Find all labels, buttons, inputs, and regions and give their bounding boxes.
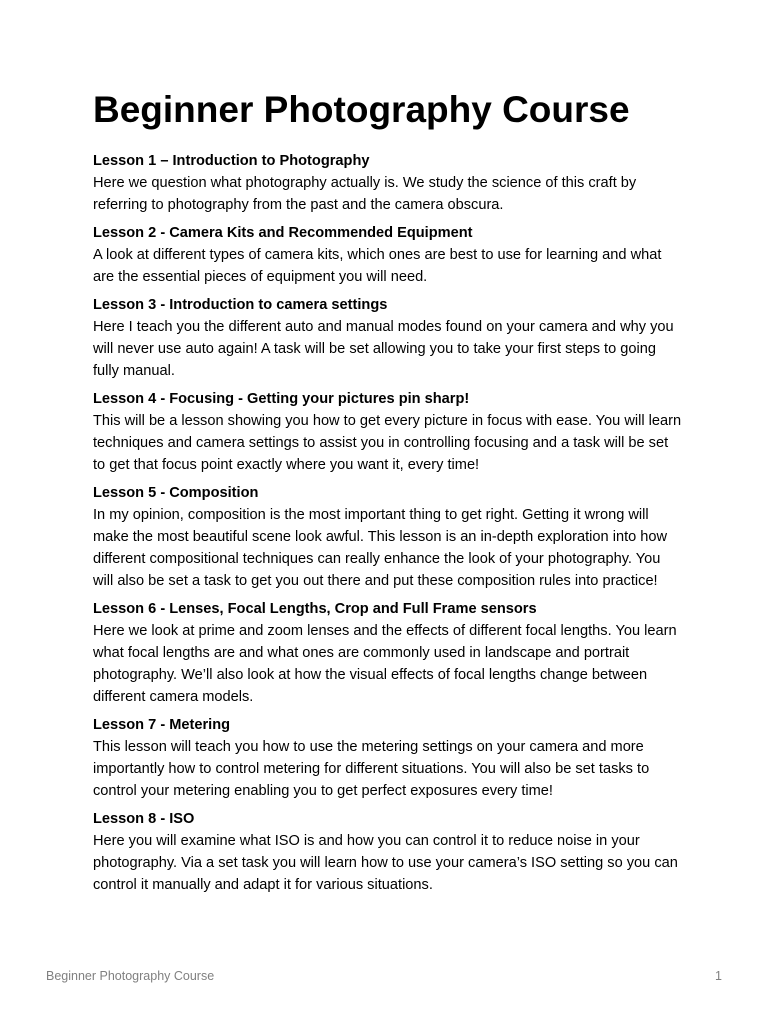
lesson-heading: Lesson 1 – Introduction to Photography	[93, 153, 370, 169]
lesson-description: In my opinion, composition is the most important thing to get right. Getting it wrong will make the most beautiful scene look awful. This lesson is an in-depth exploration into how different compositional techniques can really enhance the look of your photography. You will also be set a task to get you out there and put these composition rules into practice!	[93, 507, 668, 589]
lesson-description: Here we look at prime and zoom lenses and the effects of different focal lengths. You learn what focal lengths are and what ones are commonly used in landscape and portrait photography. We’ll also look at how the visual effects of focal lengths change between different camera models.	[93, 623, 677, 705]
lesson-description: This lesson will teach you how to use the metering settings on your camera and more importantly how to control metering for different situations. You will also be set tasks to control your metering enabling you to get perfect exposures every time!	[93, 739, 650, 799]
lesson-4	[93, 388, 683, 476]
lesson-7	[93, 714, 683, 802]
lesson-heading: Lesson 8 - ISO	[93, 811, 195, 827]
lesson-heading: Lesson 3 - Introduction to camera settings	[93, 297, 388, 313]
lesson-description: Here you will examine what ISO is and how you can control it to reduce noise in your photography. Via a set task you will learn how to use your camera’s ISO setting so you can control it manually and adapt it for various situations.	[93, 833, 678, 893]
lesson-heading: Lesson 4 - Focusing - Getting your pictures pin sharp!	[93, 391, 470, 407]
document-title: Beginner Photography Course	[93, 89, 630, 130]
lesson-description: Here we question what photography actually is. We study the science of this craft by referring to photography from the past and the camera obscura.	[93, 175, 637, 213]
lesson-description: This will be a lesson showing you how to get every picture in focus with ease. You will learn techniques and camera settings to assist you in controlling focusing and a task will be set to get that focus point exactly where you want it, every time!	[93, 413, 682, 473]
lesson-heading: Lesson 5 - Composition	[93, 485, 259, 501]
lesson-3	[93, 294, 683, 382]
footer-page-number: 1	[715, 969, 722, 983]
lesson-1	[93, 150, 683, 216]
page-content	[93, 88, 683, 902]
lesson-heading: Lesson 2 - Camera Kits and Recommended Equipment	[93, 225, 473, 241]
lesson-5	[93, 482, 683, 592]
lesson-description: Here I teach you the different auto and manual modes found on your camera and why you will never use auto again! A task will be set allowing you to take your first steps to going fully manual.	[93, 319, 674, 379]
lesson-description: A look at different types of camera kits, which ones are best to use for learning and what are the essential pieces of equipment you will need.	[93, 247, 662, 285]
lesson-heading: Lesson 7 - Metering	[93, 717, 231, 733]
footer-document-title: Beginner Photography Course	[46, 969, 215, 983]
lesson-6	[93, 598, 683, 708]
lesson-8	[93, 808, 683, 896]
lesson-heading: Lesson 6 - Lenses, Focal Lengths, Crop and Full Frame sensors	[93, 601, 537, 617]
lesson-2	[93, 222, 683, 288]
